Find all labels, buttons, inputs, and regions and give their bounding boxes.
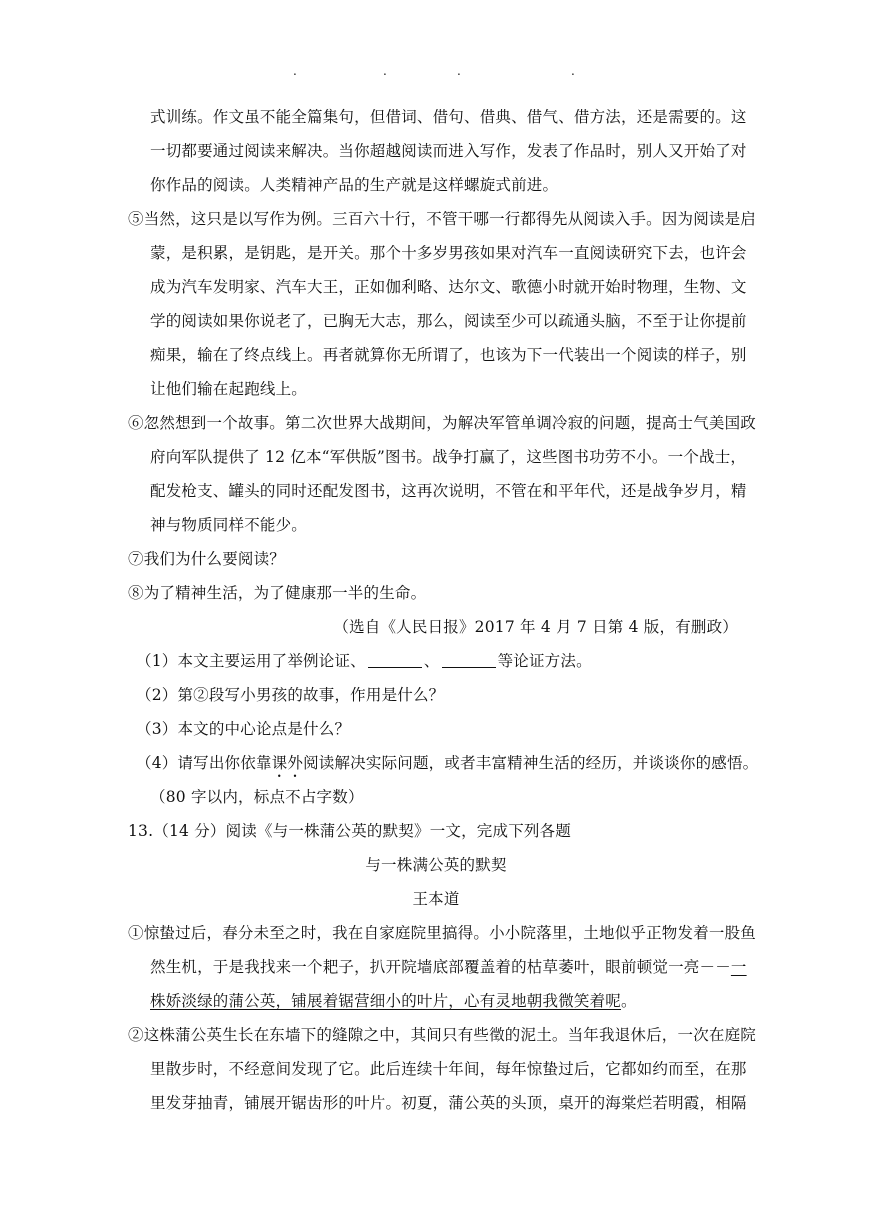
header-dot: . — [383, 64, 387, 78]
question-4 — [128, 746, 759, 780]
question-1-suffix: 等论证方法。 — [497, 652, 592, 670]
question-13-heading: 13.（14 分）阅读《与一株蒲公英的默契》一文，完成下列各题 — [128, 822, 572, 840]
article-paragraph-1-line: ①惊蛰过后，春分未至之时，我在自家庭院里搞得。小小院落里，土地似乎正物发着一股鱼 — [128, 924, 757, 942]
paragraph-5-line: 痴果，输在了终点线上。再者就算你无所谓了，也该为下一代装出一个阅读的样子，别 — [150, 346, 747, 364]
article-text: 。 — [621, 992, 637, 1010]
article-paragraph-1-line — [128, 984, 744, 1018]
header-dots — [0, 64, 869, 78]
paragraph-6-line: 神与物质同样不能少。 — [150, 516, 308, 534]
paragraph-8: ⑧为了精神生活，为了健康那一半的生命。 — [128, 584, 427, 602]
paragraph-4-line: 式训练。作文虽不能全篇集句，但借词、借句、借典、借气、借方法，还是需要的。这 — [150, 108, 747, 126]
article-paragraph-2-line: 里发芽抽青，铺展开锯齿形的叶片。初夏，蒲公英的头顶，桌开的海棠烂若明霞，相隔 — [150, 1094, 747, 1112]
document-page — [128, 100, 759, 1120]
underlined-sentence: 株娇淡绿的蒲公英，铺展着锯营细小的叶片，心有灵地朝我微笑着呢 — [150, 992, 622, 1010]
paragraph-5-line: 蒙，是积累，是钥匙，是开关。那个十多岁男孩如果对汽车一直阅读研究下去，也许会 — [150, 244, 747, 262]
paragraph-5-line: 学的阅读如果你说老了，已胸无大志，那么，阅读至少可以疏通头脑，不至于让你提前 — [150, 312, 747, 330]
article-text: 然生机，于是我找来一个耙子，扒开院墙底部覆盖着的枯草萎叶，眼前顿觉一亮－－ — [150, 958, 731, 976]
article-paragraph-2-line: ②这株蒲公英生长在东墙下的缝隙之中，其间只有些徵的泥土。当年我退休后，一次在庭院 — [128, 1026, 757, 1044]
paragraph-5-line: ⑤当然，这只是以写作为例。三百六十行，不管干哪一行都得先从阅读入手。因为阅读是启 — [128, 210, 757, 228]
question-1-text: （1）本文主要运用了举例论证、 — [136, 652, 366, 670]
question-3: （3）本文的中心论点是什么？ — [136, 720, 351, 738]
article-paragraph-2-line: 里散步时，不经意间发现了它。此后连续十年间，每年惊蛰过后，它都如约而至，在那 — [150, 1060, 747, 1078]
paragraph-5-line: 让他们输在起跑线上。 — [150, 380, 308, 398]
question-1-separator: 、 — [423, 652, 440, 670]
answer-blank-2[interactable] — [442, 653, 496, 668]
header-dot: . — [457, 64, 461, 78]
question-2: （2）第②段写小男孩的故事，作用是什么？ — [136, 686, 445, 704]
question-4-text: （4）请写出你依靠 — [136, 754, 272, 772]
article-paragraph-1-line — [128, 950, 747, 984]
article-author: 王本道 — [412, 890, 460, 908]
article-title: 与一株满公英的默契 — [365, 856, 507, 874]
question-4-text-end: 阅读解决实际问题，或者丰富精神生活的经历，并谈谈你的感悟。 — [303, 754, 759, 772]
source-citation: （选自《人民日报》2017 年 4 月 7 日第 4 版，有删政） — [333, 618, 738, 636]
header-dot: . — [293, 64, 297, 78]
paragraph-7: ⑦我们为什么要阅读？ — [128, 550, 286, 568]
question-4-note: （80 字以内，标点不占字数） — [150, 788, 364, 806]
paragraph-6-line: 配发枪支、罐头的同时还配发图书，这再次说明，不管在和平年代，还是战争岁月，精 — [150, 482, 747, 500]
underlined-sentence: 一 — [730, 958, 747, 976]
paragraph-5-line: 成为汽车发明家、汽车大王，正如伽利略、达尔文、歌德小时就开始时物理，生物、文 — [150, 278, 747, 296]
paragraph-6-line: ⑥忽然想到一个故事。第二次世界大战期间，为解决军管单调冷寂的问题，提高士气美国政 — [128, 414, 757, 432]
question-1 — [128, 644, 744, 678]
emphasized-text: 课外 — [271, 754, 304, 772]
paragraph-4-line: 一切都要通过阅读来解决。当你超越阅读而进入写作，发表了作品时，别人又开始了对 — [150, 142, 747, 160]
header-dot: . — [571, 64, 575, 78]
paragraph-6-line: 府向军队提供了 12 亿本“军供版”图书。战争打赢了，这些图书功劳不小。一个战士， — [150, 448, 747, 466]
paragraph-4-line: 你作品的阅读。人类精神产品的生产就是这样螺旋式前进。 — [150, 176, 559, 194]
answer-blank-1[interactable] — [368, 653, 422, 668]
